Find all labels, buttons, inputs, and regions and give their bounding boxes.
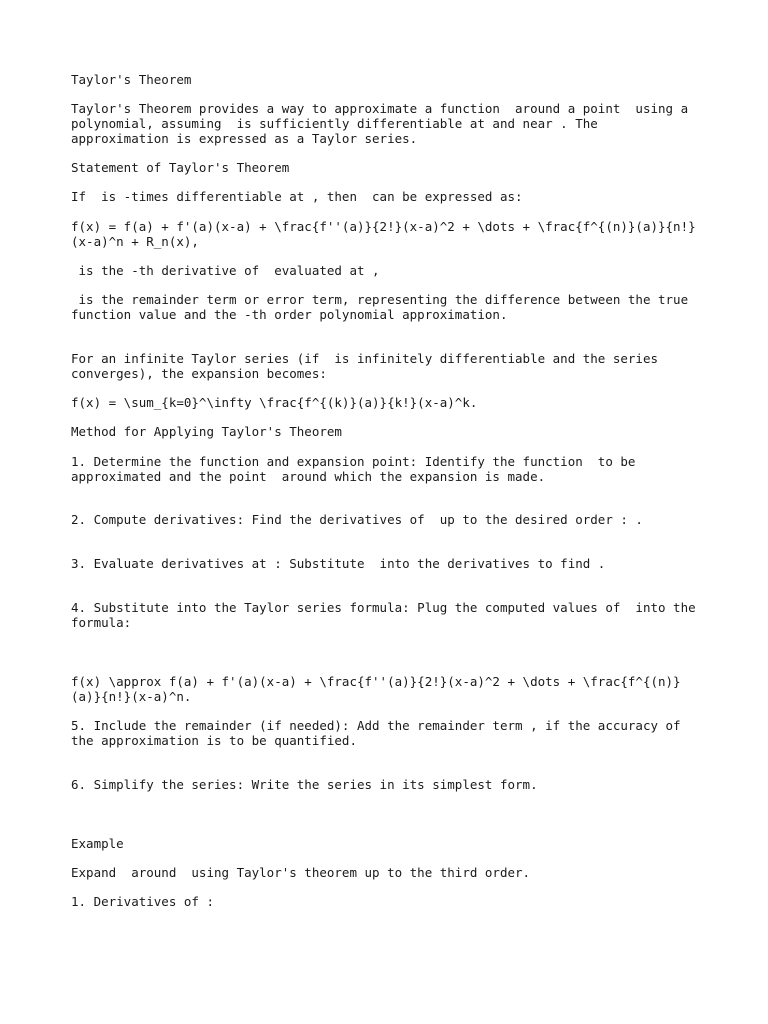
method-step-3: 3. Evaluate derivatives at : Substitute into the derivatives to find .	[71, 556, 606, 571]
document-title: Taylor's Theorem	[71, 72, 192, 87]
section-heading-example: Example	[71, 836, 124, 851]
infinite-series-formula: f(x) = \sum_{k=0}^\infty \frac{f^{(k)}(a)}{k!}(x-a)^k.	[71, 395, 478, 410]
derivative-note: is the -th derivative of evaluated at ,	[71, 263, 380, 278]
method-step-2: 2. Compute derivatives: Find the derivatives of up to the desired order : .	[71, 512, 643, 527]
statement-paragraph: If is -times differentiable at , then can be expressed as:	[71, 189, 523, 204]
example-step-1: 1. Derivatives of :	[71, 894, 214, 909]
method-step-1: 1. Determine the function and expansion point: Identify the function to be approximated and the point around which the expansion is made.	[71, 454, 636, 484]
example-paragraph: Expand around using Taylor's theorem up to the third order.	[71, 865, 531, 880]
approx-formula: f(x) \approx f(a) + f'(a)(x-a) + \frac{f''(a)}{2!}(x-a)^2 + \dots + \frac{f^{(n)} (a)}{n!}(x-a)^n.	[71, 674, 681, 704]
method-step-4: 4. Substitute into the Taylor series formula: Plug the computed values of into the formula:	[71, 600, 696, 630]
method-step-6: 6. Simplify the series: Write the series in its simplest form.	[71, 777, 538, 792]
section-heading-method: Method for Applying Taylor's Theorem	[71, 424, 342, 439]
taylor-formula: f(x) = f(a) + f'(a)(x-a) + \frac{f''(a)}{2!}(x-a)^2 + \dots + \frac{f^{(n)}(a)}{n!} (x-a)^n + R_n(x),	[71, 219, 696, 249]
remainder-note: is the remainder term or error term, representing the difference between the true function value and the -th order polynomial approximation.	[71, 292, 689, 322]
infinite-series-paragraph: For an infinite Taylor series (if is infinitely differentiable and the series converges), the expansion becomes:	[71, 351, 658, 381]
method-step-5: 5. Include the remainder (if needed): Add the remainder term , if the accuracy of the approximation is to be quantified.	[71, 718, 681, 748]
intro-paragraph: Taylor's Theorem provides a way to approximate a function around a point using a polynomial, assuming is sufficiently differentiable at and near . The approximation is expressed as a Taylor series.	[71, 101, 689, 146]
section-heading-statement: Statement of Taylor's Theorem	[71, 160, 290, 175]
